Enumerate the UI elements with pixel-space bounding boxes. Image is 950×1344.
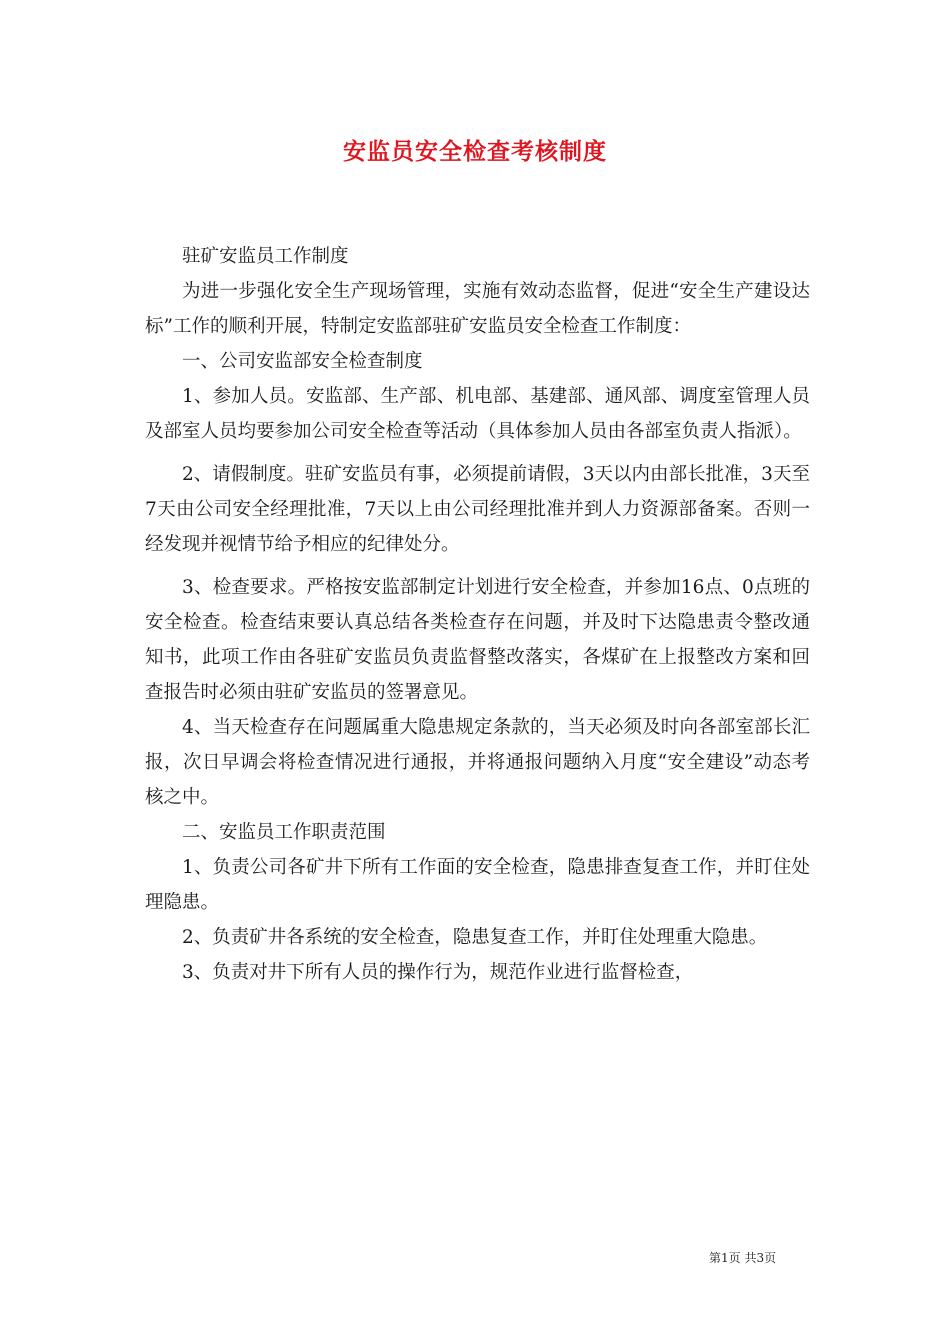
- paragraph: 2、负责矿井各系统的安全检查，隐患复查工作，并盯住处理重大隐患。: [182, 927, 768, 948]
- document-title: 安监员安全检查考核制度: [343, 139, 607, 165]
- paragraph: 3、检查要求。严格按安监部制定计划进行安全检查，并参加16点、0点班的安全检查。检查结束要认真总结各类检查存在问题，并及时下达隐患责令整改通知书，此项工作由各驻矿安监员负责监督整改落实，各煤矿在上报整改方案和回查报告时必须由驻矿安监员的签署意见。: [145, 577, 810, 703]
- paragraph: 2、请假制度。驻矿安监员有事，必须提前请假，3天以内由部长批准，3天至7天由公司安全经理批准，7天以上由公司经理批准并到人力资源部备案。否则一经发现并视情节给予相应的纪律处分。: [145, 464, 810, 555]
- paragraph: 一、公司安监部安全检查制度: [182, 351, 423, 372]
- paragraph: 1、负责公司各矿井下所有工作面的安全检查，隐患排查复查工作，并盯住处理隐患。: [145, 857, 810, 913]
- paragraph: 1、参加人员。安监部、生产部、机电部、基建部、通风部、调度室管理人员及部室人员均要参加公司安全检查等活动（具体参加人员由各部室负责人指派）。: [145, 386, 810, 442]
- paragraph: 驻矿安监员工作制度: [182, 246, 349, 267]
- paragraph: 3、负责对井下所有人员的操作行为，规范作业进行监督检查，: [182, 962, 694, 983]
- paragraph: 4、当天检查存在问题属重大隐患规定条款的，当天必须及时向各部室部长汇报，次日早调会将检查情况进行通报，并将通报问题纳入月度“安全建设”动态考核之中。: [145, 717, 810, 808]
- page-indicator: 第1页 共3页: [709, 1251, 777, 1265]
- paragraph: 二、安监员工作职责范围: [182, 822, 386, 843]
- document-body: [145, 239, 810, 990]
- paragraph: 为进一步强化安全生产现场管理，实施有效动态监督，促进“安全生产建设达标”工作的顺利开展，特制定安监部驻矿安监员安全检查工作制度：: [145, 281, 810, 337]
